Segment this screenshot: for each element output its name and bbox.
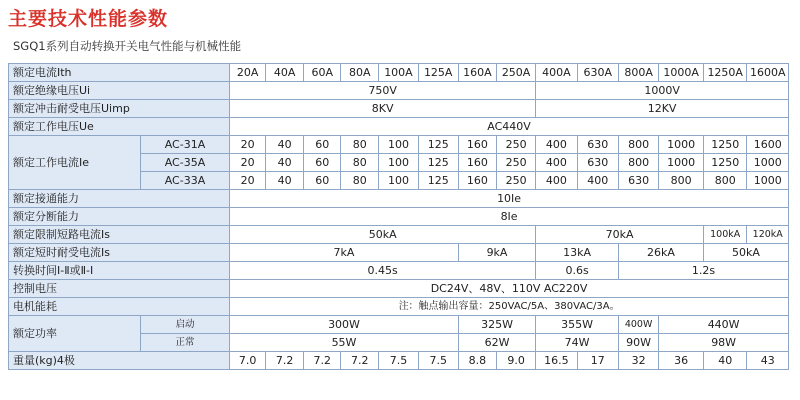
row-label: 额定接通能力 — [9, 190, 230, 208]
cell: 1000 — [747, 154, 789, 172]
cell: 125A — [418, 64, 458, 82]
cell: 8Ie — [230, 208, 789, 226]
page-subtitle: SGQ1系列自动转换开关电气性能与机械性能 — [13, 39, 242, 53]
cell: 160 — [458, 136, 496, 154]
table-row — [9, 100, 789, 118]
cell: 125 — [418, 136, 458, 154]
cell: 100kA — [703, 226, 747, 244]
cell: 1250A — [703, 64, 747, 82]
cell: 250 — [496, 154, 535, 172]
cell: 55W — [230, 334, 459, 352]
cell: 1000 — [659, 154, 704, 172]
cell: 400W — [618, 316, 658, 334]
cell: 1000 — [747, 172, 789, 190]
cell: 70kA — [536, 226, 704, 244]
cell: 8KV — [230, 100, 536, 118]
cell: 40 — [266, 154, 304, 172]
cell: 20 — [230, 136, 266, 154]
cell: 250 — [496, 172, 535, 190]
cell: 20 — [230, 154, 266, 172]
cell: 40A — [266, 64, 304, 82]
page-title: 主要技术性能参数 — [8, 8, 169, 30]
cell: 60A — [304, 64, 341, 82]
cell: 400 — [536, 172, 577, 190]
cell: 7.2 — [304, 352, 341, 370]
cell: 40 — [266, 136, 304, 154]
table-row — [9, 64, 789, 82]
cell: 43 — [747, 352, 789, 370]
table-row — [9, 118, 789, 136]
sub-label: AC-31A — [140, 136, 229, 154]
cell: 20 — [230, 172, 266, 190]
table-row — [9, 262, 789, 280]
cell: 100 — [379, 154, 418, 172]
cell: 80 — [341, 172, 379, 190]
row-label: 额定功率 — [9, 316, 141, 352]
sub-label: 启动 — [140, 316, 229, 334]
cell: 800 — [703, 172, 747, 190]
table-row — [9, 136, 789, 154]
cell: 74W — [536, 334, 619, 352]
cell: 7.5 — [379, 352, 418, 370]
table-row — [9, 82, 789, 100]
cell: 1000A — [659, 64, 704, 82]
cell: 250A — [496, 64, 535, 82]
cell: 80 — [341, 154, 379, 172]
sub-label: AC-33A — [140, 172, 229, 190]
row-label: 额定限制短路电流Is — [9, 226, 230, 244]
cell: 300W — [230, 316, 459, 334]
cell: 12KV — [536, 100, 789, 118]
cell: 160 — [458, 172, 496, 190]
cell: 630 — [577, 136, 618, 154]
cell: 0.45s — [230, 262, 536, 280]
cell: 400A — [536, 64, 577, 82]
cell: 100 — [379, 136, 418, 154]
cell: 1000 — [659, 136, 704, 154]
row-label: 额定冲击耐受电压Uimp — [9, 100, 230, 118]
cell: 630 — [618, 172, 658, 190]
cell: 1250 — [703, 136, 747, 154]
row-label: 额定绝缘电压Ui — [9, 82, 230, 100]
cell: 80A — [341, 64, 379, 82]
cell: 325W — [458, 316, 535, 334]
cell: 26kA — [618, 244, 703, 262]
cell: 40 — [266, 172, 304, 190]
cell: 9.0 — [496, 352, 535, 370]
row-label: 电机能耗 — [9, 298, 230, 316]
table-row — [9, 208, 789, 226]
cell: 80 — [341, 136, 379, 154]
cell: 750V — [230, 82, 536, 100]
cell: 800A — [618, 64, 658, 82]
cell: 8.8 — [458, 352, 496, 370]
cell: 90W — [618, 334, 658, 352]
cell: AC440V — [230, 118, 789, 136]
table-row — [9, 352, 789, 370]
cell: 630 — [577, 154, 618, 172]
cell: 100A — [379, 64, 418, 82]
sub-label: 正常 — [140, 334, 229, 352]
cell: 16.5 — [536, 352, 577, 370]
cell: 7.2 — [266, 352, 304, 370]
cell: 9kA — [458, 244, 535, 262]
cell: 36 — [659, 352, 704, 370]
row-label: 额定电流Ith — [9, 64, 230, 82]
cell: 50kA — [230, 226, 536, 244]
cell: 20A — [230, 64, 266, 82]
spec-table — [8, 63, 789, 370]
cell: 62W — [458, 334, 535, 352]
cell: 0.6s — [536, 262, 619, 280]
cell: 50kA — [703, 244, 788, 262]
cell: 800 — [659, 172, 704, 190]
cell: 400 — [536, 136, 577, 154]
cell: 355W — [536, 316, 619, 334]
cell: 7kA — [230, 244, 459, 262]
table-row — [9, 298, 789, 316]
cell: 120kA — [747, 226, 789, 244]
cell: 160A — [458, 64, 496, 82]
cell: 1600A — [747, 64, 789, 82]
cell: 13kA — [536, 244, 619, 262]
sub-label: AC-35A — [140, 154, 229, 172]
cell: 7.5 — [418, 352, 458, 370]
row-label: 转换时间Ⅰ-Ⅱ或Ⅱ-Ⅰ — [9, 262, 230, 280]
cell: 440W — [659, 316, 789, 334]
row-label: 额定短时耐受电流Is — [9, 244, 230, 262]
cell: 17 — [577, 352, 618, 370]
cell: 10Ie — [230, 190, 789, 208]
cell: 1600 — [747, 136, 789, 154]
table-row — [9, 244, 789, 262]
cell: 800 — [618, 154, 658, 172]
cell: 60 — [304, 136, 341, 154]
row-label: 额定分断能力 — [9, 208, 230, 226]
cell: 100 — [379, 172, 418, 190]
cell: DC24V、48V、110V AC220V — [230, 280, 789, 298]
cell: 400 — [577, 172, 618, 190]
table-row — [9, 316, 789, 334]
table-row — [9, 280, 789, 298]
cell: 7.2 — [341, 352, 379, 370]
cell: 400 — [536, 154, 577, 172]
cell: 1.2s — [618, 262, 788, 280]
cell: 60 — [304, 172, 341, 190]
table-row — [9, 190, 789, 208]
row-label: 额定工作电压Ue — [9, 118, 230, 136]
cell: 800 — [618, 136, 658, 154]
cell: 40 — [703, 352, 747, 370]
cell: 250 — [496, 136, 535, 154]
cell: 125 — [418, 172, 458, 190]
cell: 7.0 — [230, 352, 266, 370]
cell: 1250 — [703, 154, 747, 172]
cell: 60 — [304, 154, 341, 172]
cell: 注：触点输出容量：250VAC/5A、380VAC/3A。 — [230, 298, 789, 316]
cell: 630A — [577, 64, 618, 82]
row-label: 控制电压 — [9, 280, 230, 298]
cell: 32 — [618, 352, 658, 370]
row-label: 重量(kg)4极 — [9, 352, 230, 370]
row-label: 额定工作电流Ie — [9, 136, 141, 190]
cell: 98W — [659, 334, 789, 352]
table-row — [9, 226, 789, 244]
cell: 160 — [458, 154, 496, 172]
cell: 1000V — [536, 82, 789, 100]
cell: 125 — [418, 154, 458, 172]
